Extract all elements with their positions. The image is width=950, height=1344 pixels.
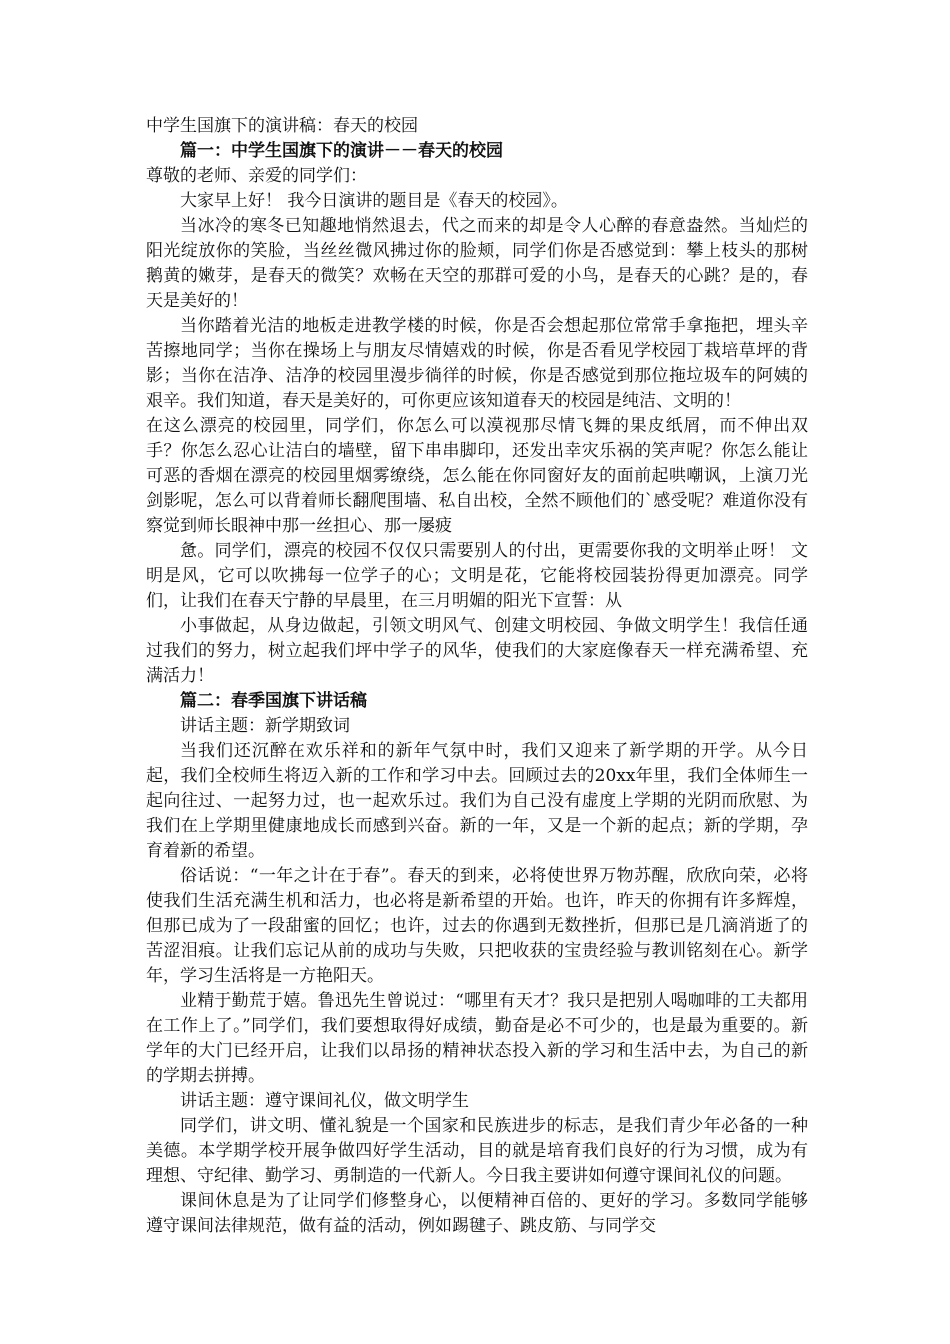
paragraph: 课间休息是为了让同学们修整身心，以便精神百倍的、更好的学习。多数同学能够遵守课间法律规范，做有益的活动，例如踢毽子、跳皮筋、与同学交 <box>146 1191 808 1236</box>
paragraph: 当我们还沉醉在欢乐祥和的新年气氛中时，我们又迎来了新学期的开学。从今日起，我们全校师生将迈入新的工作和学习中去。回顾过去的20xx年里，我们全体师生一起向往过、一起努力过，也一起欢乐过。我们为自己没有虚度上学期的光阴而欣慰、为我们在上学期里健康地成长而感到兴奋。新的一年，又是一个新的起点；新的学期，孕育着新的希望。 <box>146 741 808 861</box>
paragraph: 当冰冷的寒冬已知趣地悄然退去，代之而来的却是令人心醉的春意盎然。当灿烂的阳光绽放你的笑脸，当丝丝微风拂过你的脸颊，同学们你是否感觉到：攀上枝头的那树鹅黄的嫩芽，是春天的微笑？欢畅在天空的那群可爱的小鸟，是春天的心跳？是的，春天是美好的！ <box>146 216 808 311</box>
paragraph: 讲话主题：遵守课间礼仪，做文明学生 <box>180 1091 469 1111</box>
paragraph-list <box>146 139 808 1239</box>
paragraph: 业精于勤荒于嬉。鲁迅先生曾说过：“哪里有天才？我只是把别人喝咖啡的工夫都用在工作上了。”同学们，我们要想取得好成绩，勤奋是必不可少的，也是最为重要的。新学年的大门已经开启，让我们以昂扬的精神状态投入新的学习和生活中去，为自己的新的学期去拼搏。 <box>146 991 808 1086</box>
section-heading: 篇二：春季国旗下讲话稿 <box>180 691 367 711</box>
paragraph: 尊敬的老师、亲爱的同学们： <box>146 166 367 186</box>
paragraph: 俗话说：“一年之计在于春”。春天的到来，必将使世界万物苏醒，欣欣向荣，必将使我们生活充满生机和活力，也必将是新希望的开始。也许，昨天的你拥有许多辉煌，但那已成为了一段甜蜜的回忆；也许，过去的你遇到无数挫折，但那已是几滴消逝了的苦涩泪痕。让我们忘记从前的成功与失败，只把收获的宝贵经验与教训铭刻在心。新学年，学习生活将是一方艳阳天。 <box>146 866 808 986</box>
document-title: 中学生国旗下的演讲稿：春天的校园 <box>146 116 418 136</box>
document-body <box>146 114 808 1239</box>
paragraph: 大家早上好！ 我今日演讲的题目是《春天的校园》。 <box>180 191 568 211</box>
paragraph: 小事做起，从身边做起，引领文明风气、创建文明校园、争做文明学生！我信任通过我们的努力，树立起我们坪中学子的风华，使我们的大家庭像春天一样充满希望、充满活力！ <box>146 616 808 686</box>
paragraph: 当你踏着光洁的地板走进教学楼的时候，你是否会想起那位常常手拿拖把，埋头辛苦擦地同学；当你在操场上与朋友尽情嬉戏的时候，你是否看见学校园丁栽培草坪的背影；当你在洁净、洁净的校园里漫步徜徉的时候，你是否感觉到那位拖垃圾车的阿姨的艰辛。我们知道，春天是美好的，可你更应该知道春天的校园是纯洁、文明的！ <box>146 316 808 411</box>
paragraph: 同学们，讲文明、懂礼貌是一个国家和民族进步的标志，是我们青少年必备的一种美德。本学期学校开展争做四好学生活动，目的就是培育我们良好的行为习惯，成为有理想、守纪律、勤学习、勇制造的一代新人。今日我主要讲如何遵守课间礼仪的问题。 <box>146 1116 808 1186</box>
paragraph: 讲话主题：新学期致词 <box>180 716 350 736</box>
section-heading: 篇一：中学生国旗下的演讲－－春天的校园 <box>180 141 503 161</box>
paragraph: 惫。同学们，漂亮的校园不仅仅只需要别人的付出，更需要你我的文明举止呀！ 文明是风，它可以吹拂每一位学子的心；文明是花，它能将校园装扮得更加漂亮。同学们，让我们在春天宁静的早晨里，在三月明媚的阳光下宣誓：从 <box>146 541 808 611</box>
paragraph: 在这么漂亮的校园里，同学们，你怎么可以漠视那尽情飞舞的果皮纸屑，而不伸出双手？你怎么忍心让洁白的墙壁，留下串串脚印，还发出幸灾乐祸的笑声呢？你怎么能让可恶的香烟在漂亮的校园里烟雾缭绕，怎么能在你同窗好友的面前起哄嘲讽，上演刀光剑影呢，怎么可以背着师长翻爬围墙、私自出校，全然不顾他们的`感受呢？难道你没有察觉到师长眼神中那一丝担心、那一屡疲 <box>146 416 808 536</box>
